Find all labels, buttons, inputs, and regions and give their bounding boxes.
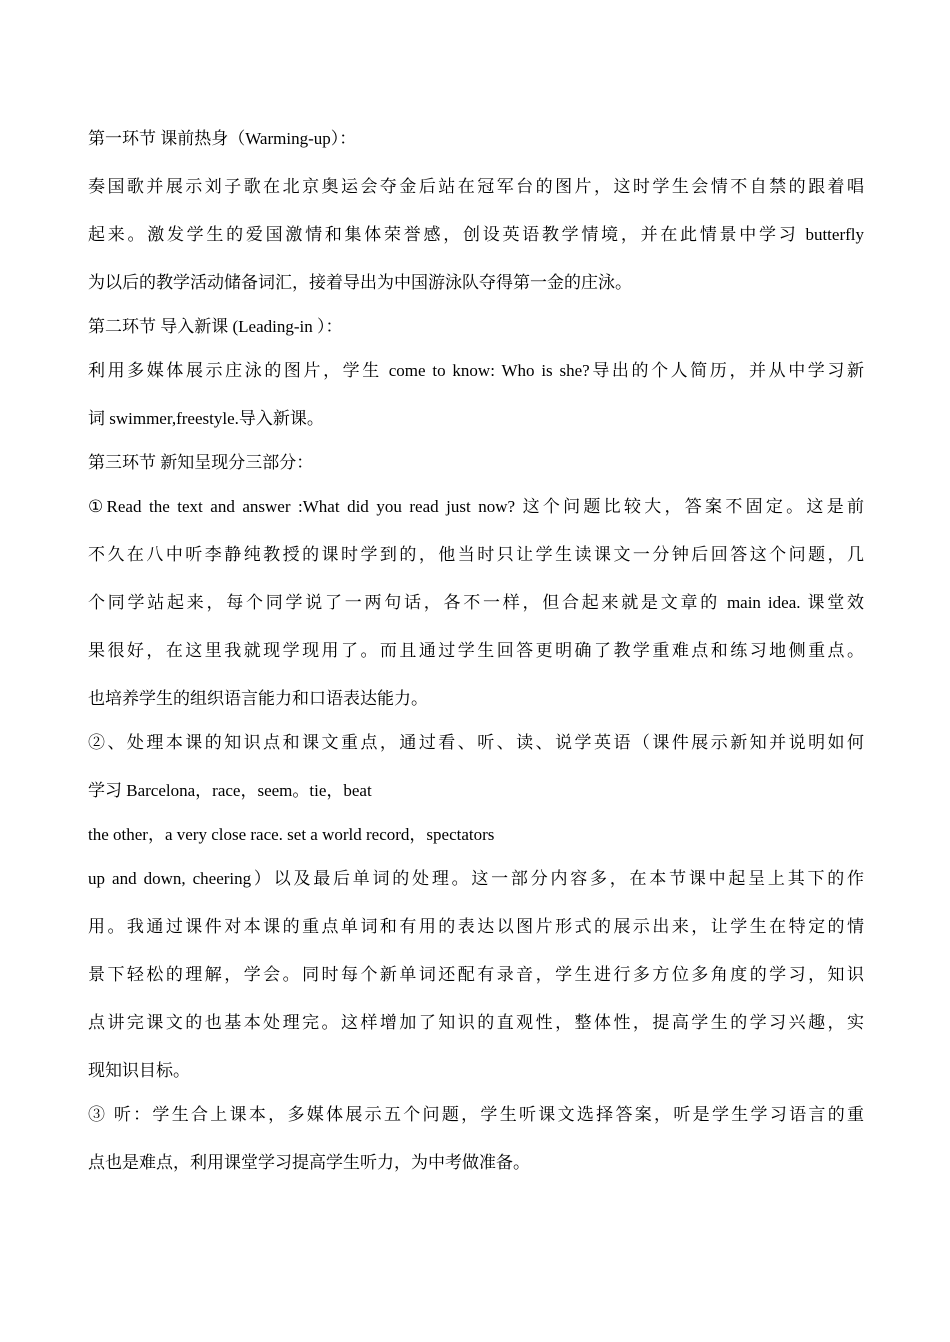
text-line: ③ 听：学生合上课本，多媒体展示五个问题，学生听课文选择答案，听是学生学习语言的重 (88, 1105, 864, 1124)
text-line: 点也是难点，利用课堂学习提高学生听力，为中考做准备。 (88, 1153, 530, 1172)
text-line: 果很好，在这里我就现学现用了。而且通过学生回答更明确了教学重难点和练习地侧重点。 (88, 641, 864, 660)
text-line: 用。我通过课件对本课的重点单词和有用的表达以图片形式的展示出来，让学生在特定的情 (88, 917, 864, 936)
text-line: 个同学站起来，每个同学说了一两句话，各不一样，但合起来就是文章的 main idea. 课堂效 (88, 593, 864, 612)
text-line: 为以后的教学活动储备词汇，接着导出为中国游泳队夺得第一金的庄泳。 (88, 273, 632, 292)
text-line: 奏国歌并展示刘子歌在北京奥运会夺金后站在冠军台的图片，这时学生会情不自禁的跟着唱 (88, 177, 864, 196)
text-line: 现知识目标。 (88, 1061, 190, 1080)
text-line: 起来。激发学生的爱国激情和集体荣誉感，创设英语教学情境，并在此情景中学习 butterfly (88, 225, 864, 244)
section-1-heading: 第一环节 课前热身（Warming-up）： (88, 129, 357, 148)
section-3-heading: 第三环节 新知呈现分三部分： (88, 453, 314, 472)
text-line: ②、处理本课的知识点和课文重点，通过看、听、读、说学英语（课件展示新知并说明如何 (88, 733, 864, 752)
text-line: the other，a very close race. set a world record，spectators (88, 825, 495, 844)
text-line: 词 swimmer,freestyle.导入新课。 (88, 409, 324, 428)
text-line: ①Read the text and answer :What did you read just now? 这个问题比较大，答案不固定。这是前 (88, 497, 864, 516)
text-line: 利用多媒体展示庄泳的图片，学生 come to know: Who is she?导出的个人简历，并从中学习新 (88, 361, 864, 380)
text-line: 学习 Barcelona，race，seem。tie，beat (88, 781, 372, 800)
text-line: 景下轻松的理解，学会。同时每个新单词还配有录音，学生进行多方位多角度的学习，知识 (88, 965, 864, 984)
text-line: 不久在八中听李静纯教授的课时学到的，他当时只让学生读课文一分钟后回答这个问题，几 (88, 545, 864, 564)
section-2-heading: 第二环节 导入新课 (Leading-in ）： (88, 317, 343, 336)
text-line: up and down, cheering）以及最后单词的处理。这一部分内容多，在本节课中起呈上其下的作 (88, 869, 864, 888)
text-line: 点讲完课文的也基本处理完。这样增加了知识的直观性，整体性，提高学生的学习兴趣，实 (88, 1013, 864, 1032)
text-line: 也培养学生的组织语言能力和口语表达能力。 (88, 689, 428, 708)
